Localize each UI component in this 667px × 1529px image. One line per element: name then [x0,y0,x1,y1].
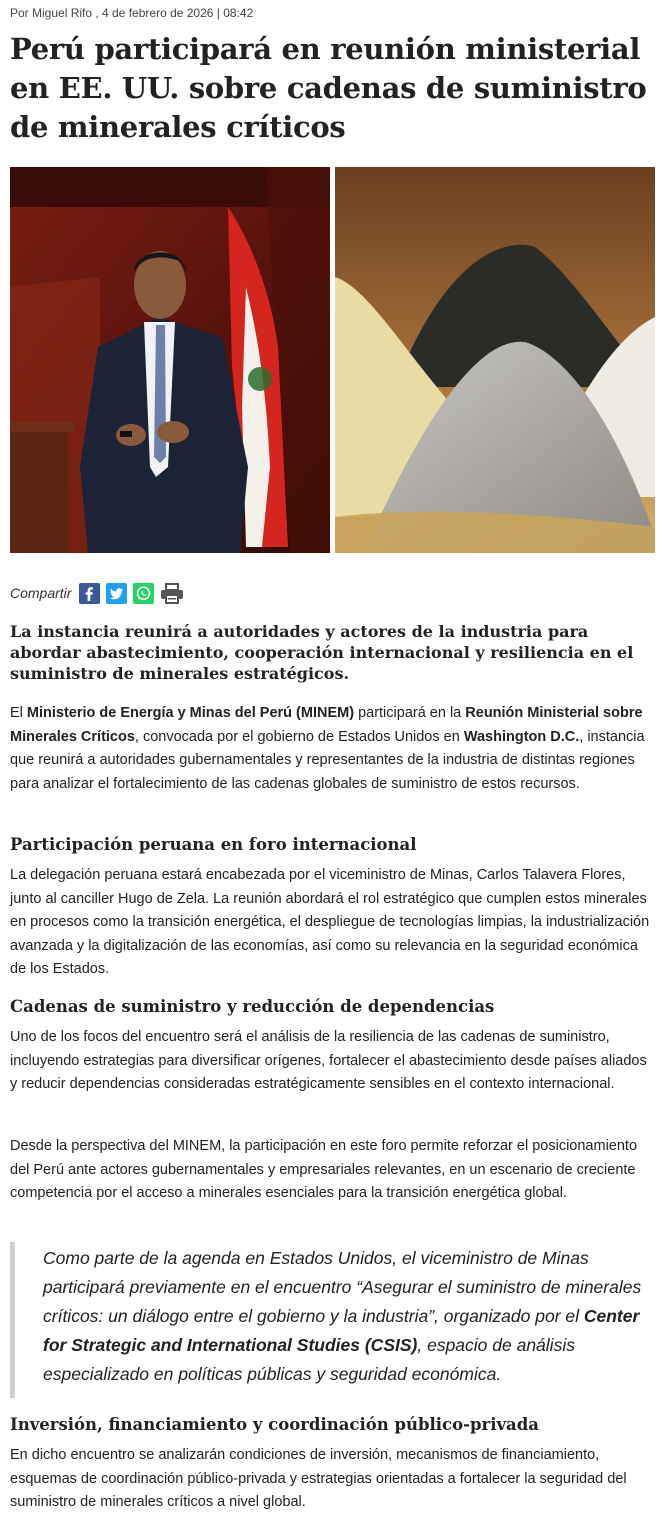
facebook-icon[interactable] [79,583,100,604]
section-heading-2: Cadenas de suministro y reducción de dependencias [10,997,495,1016]
bold-text: Ministerio de Energía y Minas del Perú (MINEM) [26,705,355,721]
section-heading-1: Participación peruana en foro internacional [10,835,417,854]
paragraph-2: La delegación peruana estará encabezada por el viceministro de Minas, Carlos Talavera Flores, junto al canciller Hugo de Zela. La reunión abordará el rol estratégico que cumplen estos minerales en procesos como la transición energética, el despliegue de tecnologías limpias, la industrialización avanzada y la digitalización de las economías, así como su relevancia en la seguridad económica de los Estados. [10,867,650,977]
article-lead: La instancia reunirá a autoridades y actores de la industria para abordar abastecimiento, cooperación internacional y resiliencia en el suministro de minerales estratégicos. [10,622,634,683]
share-bar [10,580,190,606]
paragraph-1: El Ministerio de Energía y Minas del Perú (MINEM) participará en la Reunión Ministerial sobre Minerales Críticos, convocada por el gobierno de Estados Unidos en Washington D.C., instancia que reunirá a autoridades gubernamentales y representantes de la industria de distintas regiones para analizar el fortalecimiento de las cadenas globales de suministro de estos recursos. [10,705,645,792]
paragraph-5: En dicho encuentro se analizarán condiciones de inversión, mecanismos de financiamiento, esquemas de coordinación público-privada y estrategias orientadas a fortalecer la seguridad del suministro de minerales críticos a nivel global. [10,1447,627,1510]
share-label: Compartir [10,585,72,601]
bold-text: Washington D.C. [463,728,580,745]
photo-official [10,167,330,553]
blockquote [10,1242,655,1398]
bold-text: Center for Strategic and International Studies (CSIS) [43,1306,640,1355]
bold-text: Reunión Ministerial sobre Minerales Críticos [10,705,643,745]
print-icon[interactable] [160,583,184,604]
whatsapp-icon[interactable] [133,583,154,604]
paragraph-3: Uno de los focos del encuentro será el análisis de la resiliencia de las cadenas de suministro, incluyendo estrategias para diversificar orígenes, fortalecer el abastecimiento desde países aliados y reducir dependencias consideradas estratégicamente sensibles en el contexto internacional. [10,1029,647,1092]
quote-text: Como parte de la agenda en Estados Unidos, el viceministro de Minas participará previamente en el encuentro “Asegurar el suministro de minerales críticos: un diálogo entre el gobierno y la industria”, organizado por el Center for Strategic and International Studies (CSIS), espacio de análisis especializado en políticas públicas y seguridad económica. [43,1248,642,1384]
twitter-icon[interactable] [106,583,127,604]
section-heading-3: Inversión, financiamiento y coordinación público-privada [10,1415,539,1434]
paragraph-4: Desde la perspectiva del MINEM, la participación en este foro permite reforzar el posicionamiento del Perú ante actores gubernamentales y empresariales relevantes, en un escenario de creciente competencia por el acceso a minerales esenciales para la transición energética global. [10,1138,638,1201]
article-title: Perú participará en reunión ministerial en EE. UU. sobre cadenas de suministro de minerales críticos [10,32,647,144]
photo-minerals [335,167,655,553]
byline: Por Miguel Rifo , 4 de febrero de 2026 | 08:42 [10,6,254,20]
